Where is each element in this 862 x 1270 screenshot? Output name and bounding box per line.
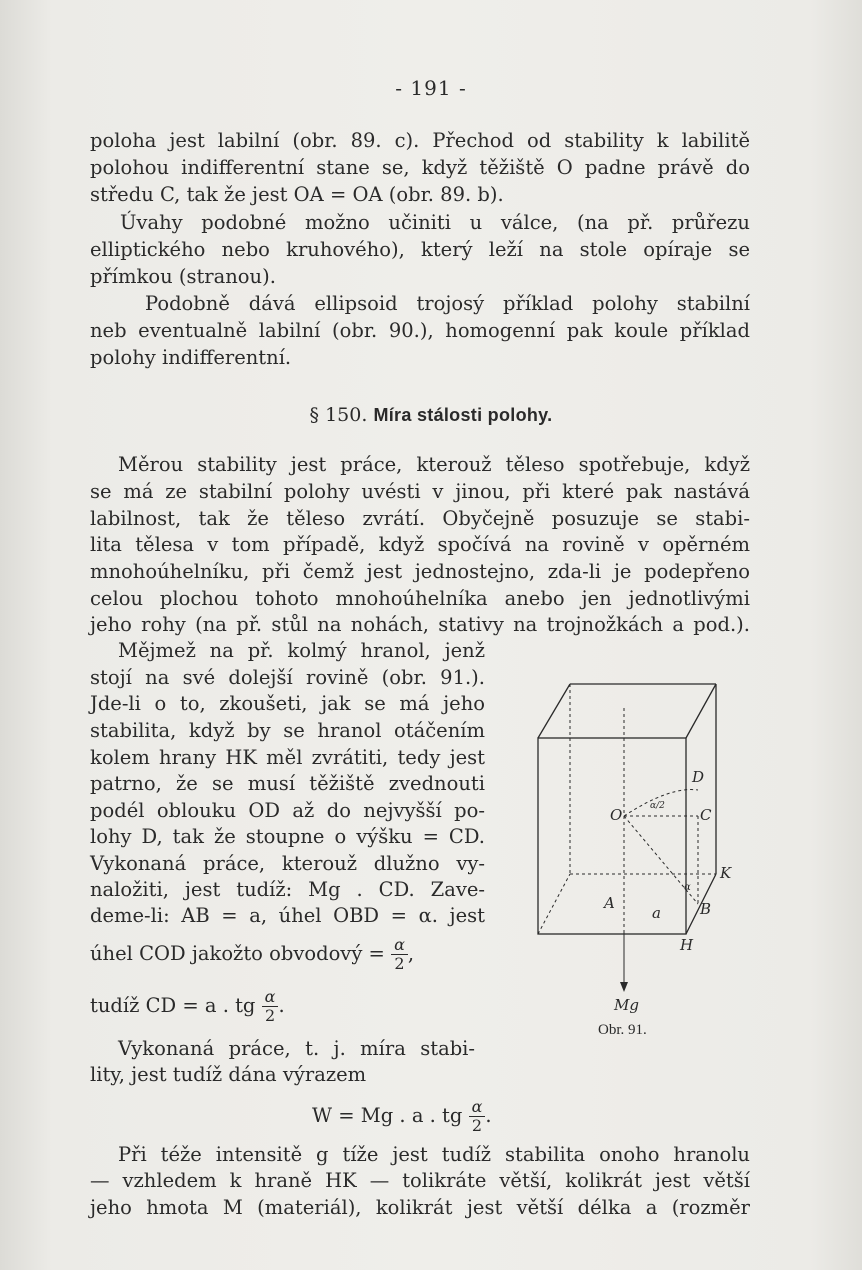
label-a-point: A (604, 894, 615, 912)
text-line: stojí na své dolejší rovině (obr. 91.). (90, 666, 485, 689)
fraction (391, 936, 408, 973)
text-line: lity, jest tudíž dána výrazem (90, 1063, 367, 1086)
arrow-head (620, 982, 628, 992)
formula-prefix: W = Mg . a . tg (312, 1104, 463, 1127)
label-a-length: a (652, 904, 661, 922)
label-c: C (700, 806, 712, 824)
text-line: se má ze stabilní polohy uvésti v jinou, při které pak nastává (90, 480, 750, 503)
denominator: 2 (394, 954, 405, 973)
text-line: elliptického nebo kruhového), který leží na stole opíraje se (90, 238, 750, 261)
text-line: labilnost, tak že těleso zvrátí. Obyčejně posuzuje se stabi- (90, 507, 750, 530)
text-line: lita tělesa v tom případě, když spočívá na rovině v opěrném (90, 533, 750, 556)
formula-suffix: . (278, 994, 285, 1017)
text-line: jeho rohy (na př. stůl na nohách, stativy na trojnožkách a pod.). (90, 613, 750, 636)
label-o: O (610, 806, 623, 824)
text-line: Úvahy podobné možno učiniti u válce, (na př. průřezu (120, 211, 750, 234)
section-title: Míra stálosti polohy. (373, 405, 553, 425)
label-alpha: α (684, 882, 691, 893)
text-line: Mějmež na př. kolmý hranol, jenž (118, 639, 485, 662)
text-line: Podobně dává ellipsoid trojosý příklad polohy stabilní (145, 292, 750, 315)
label-h: H (680, 936, 694, 954)
text-line: jeho hmota M (materiál), kolikrát jest větší délka a (rozměr (90, 1196, 750, 1219)
text-line: poloha jest labilní (obr. 89. c). Přechod od stability k labilitě (90, 129, 750, 152)
label-b: B (700, 900, 712, 918)
formula-cod (90, 936, 414, 973)
text-line: mnohoúhelníku, při čemž jest jednostejno, zda-li je podepřeno (90, 560, 750, 583)
text-line: stabilita, když by se hranol otáčením (90, 719, 485, 742)
page-number: - 191 - (395, 76, 467, 100)
label-mg: Mg (614, 996, 639, 1014)
text-line: lohy D, tak že stoupne o výšku = CD. (90, 825, 485, 848)
formula-work (312, 1098, 492, 1135)
text-line: Jde-li o to, zkoušeti, jak se má jeho (90, 692, 485, 715)
denominator: 2 (264, 1006, 276, 1025)
fraction (469, 1098, 486, 1135)
text-line: kolem hrany HK měl zvrátiti, tedy jest (90, 746, 485, 769)
text-line: Vykonaná práce, kterouž dlužno vy- (90, 852, 485, 875)
figure-caption: Obr. 91. (598, 1022, 647, 1038)
denominator: 2 (471, 1116, 483, 1135)
numerator: α (469, 1098, 486, 1117)
numerator: α (262, 988, 279, 1007)
formula-suffix: . (485, 1104, 492, 1127)
section-number: § 150. (309, 404, 368, 426)
text-line: přímkou (stranou). (90, 265, 276, 288)
depth-edge (538, 684, 570, 738)
text-line: patrno, že se musí těžiště zvednouti (90, 772, 485, 795)
label-alpha-half: α/2 (650, 801, 665, 811)
text-line: polohou indifferentní stane se, když těžiště O padne právě do (90, 156, 750, 179)
text-line: — vzhledem k hraně HK — tolikráte větší, kolikrát jest větší (90, 1169, 750, 1192)
formula-suffix: , (407, 942, 415, 965)
label-k: K (720, 864, 732, 882)
text-line: podél oblouku OD až do nejvyšší po- (90, 799, 485, 822)
text-line: Měrou stability jest práce, kterouž těleso spotřebuje, když (118, 453, 750, 476)
fraction (262, 988, 279, 1025)
label-d: D (692, 768, 705, 786)
text-line: naložiti, jest tudíž: Mg . CD. Zave- (90, 878, 485, 901)
text-line: neb eventualně labilní (obr. 90.), homogenní pak koule příklad (90, 319, 750, 342)
formula-prefix: tudíž CD = a . tg (90, 994, 256, 1017)
text-line: deme-li: AB = a, úhel OBD = α. jest (90, 904, 485, 927)
prism-figure (530, 668, 770, 1048)
text-line: polohy indifferentní. (90, 346, 292, 369)
formula-cd (90, 988, 285, 1025)
depth-edge (686, 684, 716, 738)
text-line: celou plochou tohoto mnohoúhelníka anebo jen jednotlivými (90, 587, 750, 610)
formula-prefix: úhel COD jakožto obvodový = (90, 942, 385, 965)
text-line: středu C, tak že jest OA = OA (obr. 89. b). (90, 183, 504, 206)
text-line: Vykonaná práce, t. j. míra stabi- (118, 1037, 475, 1060)
numerator: α (391, 936, 408, 955)
text-line: Při téže intensitě g tíže jest tudíž stabilita onoho hranolu (118, 1143, 750, 1166)
hidden-edge (538, 874, 570, 934)
section-heading (0, 404, 862, 426)
